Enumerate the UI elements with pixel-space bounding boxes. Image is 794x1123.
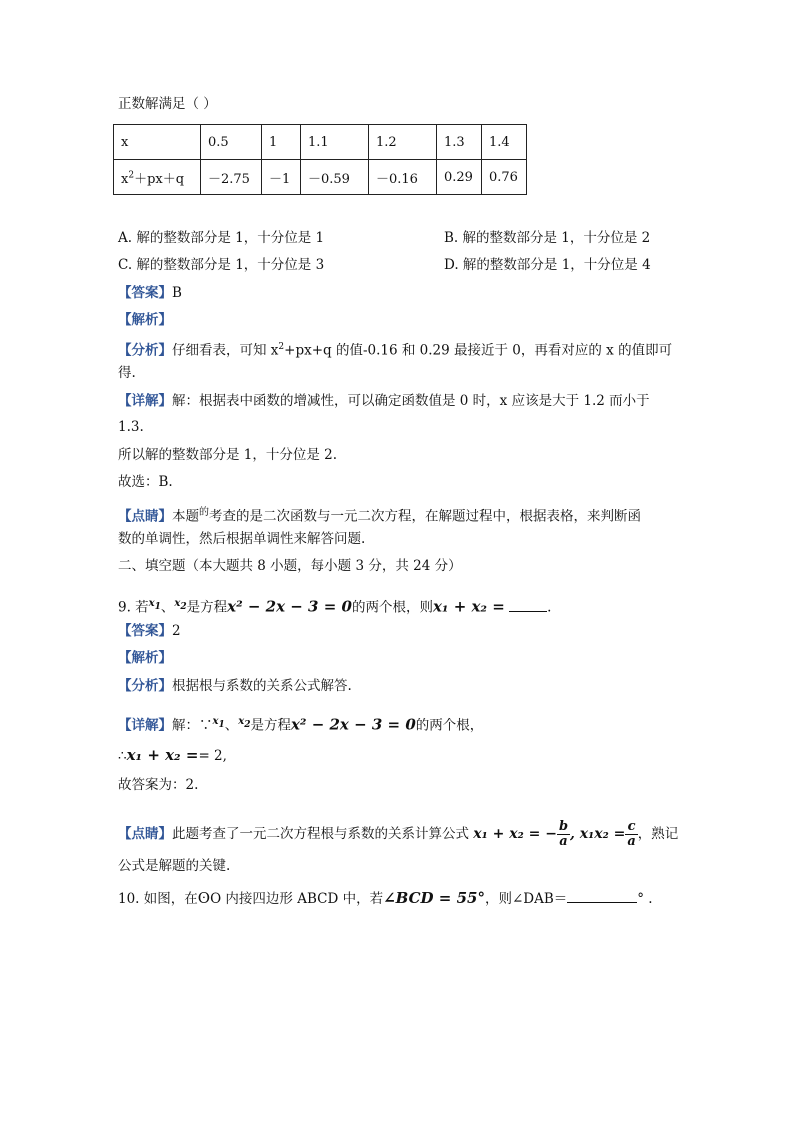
q9-fenxi: 【分析】根据根与系数的关系公式解答.: [118, 678, 352, 694]
fraction-b-over-a: $\frac{b}{a}$: [558, 819, 569, 849]
q8-choice: 故选：B.: [118, 474, 173, 490]
q9-answer: 【答案】2: [118, 623, 181, 639]
q8-dianjing: 【点睛】本题$^的$考查的是二次函数与一元二次方程，在解题过程中，根据表格，来判断函: [118, 507, 641, 525]
table-cell: －1: [262, 160, 301, 195]
table-cell: 1: [262, 125, 301, 160]
q9-dianjing-cont: 公式是解题的关键.: [118, 858, 231, 874]
table-cell: 1.3: [437, 125, 482, 160]
q8-xiangjie-cont: 1.3.: [118, 419, 144, 435]
q8-analysis-tag: 【解析】: [118, 312, 172, 328]
question-stem-tail: 正数解满足（ ）: [118, 96, 217, 112]
q8-conclusion: 所以解的整数部分是 1，十分位是 2.: [118, 447, 338, 463]
option-b: B. 解的整数部分是 1，十分位是 2: [444, 230, 651, 246]
table-row: [114, 125, 527, 160]
q9-xiangjie: 【详解】解：∵$^{x1}$、$^{x2}$是方程x² − 2x − 3 = 0的两个根，: [118, 715, 484, 734]
q9-analysis-tag: 【解析】: [118, 650, 172, 666]
table-cell: －0.16: [369, 160, 437, 195]
q8-dianjing-cont: 数的单调性，然后根据单调性来解答问题.: [118, 531, 366, 547]
table-cell: －0.59: [301, 160, 369, 195]
q8-fenxi: 【分析】仔细看表，可知 $x^2+px+q$ 的值-0.16 和 0.29 最接近于 0，再看对应的 x 的值即可: [118, 342, 673, 359]
option-a: A. 解的整数部分是 1，十分位是 1: [118, 230, 325, 246]
table-cell: －2.75: [201, 160, 262, 195]
table-cell: 0.5: [201, 125, 262, 160]
table-cell: 0.29: [437, 160, 482, 195]
table-cell: x: [114, 125, 201, 160]
section-heading: 二、填空题（本大题共 8 小题，每小题 3 分，共 24 分）: [118, 558, 462, 574]
table-cell: 0.76: [482, 160, 527, 195]
question-9: 9. 若$^{x1}$、$^{x2}$是方程x² − 2x − 3 = 0的两个根，则x₁ + x₂ = .: [118, 597, 552, 616]
circle-symbol: ʘ: [197, 889, 211, 907]
q9-final: 故答案为：2.: [118, 777, 199, 793]
q9-dianjing: 【点睛】此题考查了一元二次方程根与系数的关系计算公式 x₁ + x₂ = − $\frac{b}{a}$ , x₁x₂ = $\frac{c}{a}$ ，熟记: [118, 819, 679, 849]
table-cell: 1.1: [301, 125, 369, 160]
option-d: D. 解的整数部分是 1，十分位是 4: [444, 257, 651, 273]
table-cell: 1.2: [369, 125, 437, 160]
answer-blank[interactable]: [509, 597, 547, 612]
table-cell: 1.4: [482, 125, 527, 160]
q9-therefore: ∴x₁ + x₂ == 2,: [118, 746, 227, 764]
table-row: [114, 160, 527, 195]
value-table: [113, 124, 527, 195]
q8-fenxi-cont: 得.: [118, 365, 136, 381]
q8-xiangjie: 【详解】解：根据表中函数的增减性，可以确定函数值是 0 时，x 应该是大于 1.2 而小于: [118, 393, 650, 409]
q8-answer: 【答案】B: [118, 285, 182, 301]
fraction-c-over-a: $\frac{c}{a}$: [627, 819, 636, 849]
table-cell: $x^2+px+q$: [114, 160, 201, 195]
answer-blank[interactable]: [567, 888, 637, 903]
question-10: 10. 如图，在ʘO 内接四边形 ABCD 中，若∠BCD = 55°，则∠DAB＝ ° .: [118, 889, 653, 907]
option-c: C. 解的整数部分是 1，十分位是 3: [118, 257, 325, 273]
